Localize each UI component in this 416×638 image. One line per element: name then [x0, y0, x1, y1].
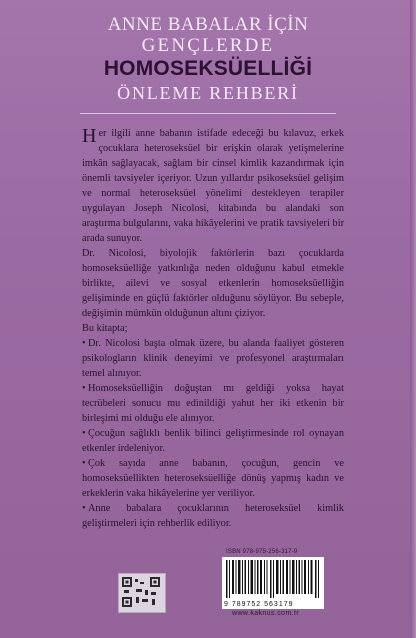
title-line-2: GENÇLERDE — [141, 35, 275, 56]
list-item-text: Dr. Nicolosi başta olmak üzere, bu alanda faaliyet gösteren psikologların klinik deneyimi ve profesyonel araştırmaları temel alınıyor. — [82, 338, 344, 379]
list-item: • Çok sayıda anne babanın, çocuğun, gencin ve homoseksüellikten heteroseksüelliğe dönüş yapmış kadın ve erkeklerin vaka hikâyelerine yer veriliyor. — [82, 458, 344, 499]
title-divider — [80, 113, 336, 114]
list-item: • Homoseksüelliğin doğuştan mı geldiği yoksa hayat tecrübeleri sonucu mu edinildiği yahut her iki etkenin bir birleşimi mi olduğu ele alınıyor. — [82, 383, 344, 424]
barcode-area — [222, 549, 332, 633]
publisher-url[interactable]: www.kaknus.com.tr — [232, 610, 300, 617]
list-item: • Çocuğun sağlıklı benlik bilinci geliştirmesinde rol oynayan etkenler irdeleniyor. — [82, 428, 344, 454]
title-line-3: HOMOSEKSÜELLİĞİ — [103, 57, 313, 80]
list-item-text: Çocuğun sağlıklı benlik bilinci geliştirmesinde rol oynayan etkenler irdeleniyor. — [82, 428, 344, 454]
drop-cap: H — [82, 125, 97, 147]
blurb-paragraph-2: Dr. Nicolosi, biyolojik faktörlerin bazı çocuklarda homoseksüelliğe yatkınlığa neden olduğunu kabul etmekle birlikte, ailevi ve sosyal etkenlerin homoseksüelliğin gelişiminde en güçlü faktörler olduğunu söylüyor. Bu sebeple, değişimin mümkün olduğunun altını çiziyor. — [82, 248, 344, 319]
blurb-paragraph-1-text: er ilgili anne babanın istifade edeceği bu kılavuz, erkek çocuklara heteroseksüel bir erişkin olarak yetişmelerine imkân sağlayacak, sağlam bir cinsel kimlik kazandırmak için önemli tavsiyeler içeriyor. Uzun yıllardır psikoseksüel gelişim ve normal heteroseksüel yönelimi destekleyen terapiler uygulayan Joseph Nicolosi, kitabında bu alandaki son araştırma bulgularını, vaka hikâyelerini ve pratik tavsiyeleri bir arada sunuyor. — [82, 128, 344, 244]
list-item: • Anne babalara çocuklarının heteroseksüel kimlik geliştirmeleri için rehberlik ediliyor. — [82, 503, 344, 529]
blurb-text — [82, 126, 344, 531]
barcode-icon — [222, 557, 324, 609]
list-item-text: Homoseksüelliğin doğuştan mı geldiği yoksa hayat tecrübeleri sonucu mu edinildiği yahut her iki etkenin bir birleşimi mi olduğu ele alınıyor. — [82, 383, 344, 424]
qr-code-icon — [118, 573, 166, 613]
list-item-text: Çok sayıda anne babanın, çocuğun, gencin ve homoseksüellikten heteroseksüelliğe dönüş yapmış kadın ve erkeklerin vaka hikâyelerine yer veriliyor. — [82, 458, 344, 499]
blurb-paragraph-1 — [82, 126, 344, 246]
barcode-number: 9 789752 563179 — [224, 601, 294, 608]
list-item: • Dr. Nicolosi başta olmak üzere, bu alanda faaliyet gösteren psikologların klinik deneyimi ve profesyonel araştırmaları temel alınıyor. — [82, 338, 344, 379]
isbn-text: ISBN 978-975-256-317-9 — [226, 549, 298, 555]
cover-title-block — [0, 14, 416, 104]
title-line-1: ANNE BABALAR İÇİN — [107, 14, 309, 35]
list-item-text: Anne babalara çocuklarının heteroseksüel kimlik geliştirmeleri için rehberlik ediliyor. — [82, 503, 344, 529]
blurb-paragraph-3: Bu kitapta; — [82, 323, 128, 334]
title-line-4: ÖNLEME REHBERİ — [117, 83, 299, 103]
